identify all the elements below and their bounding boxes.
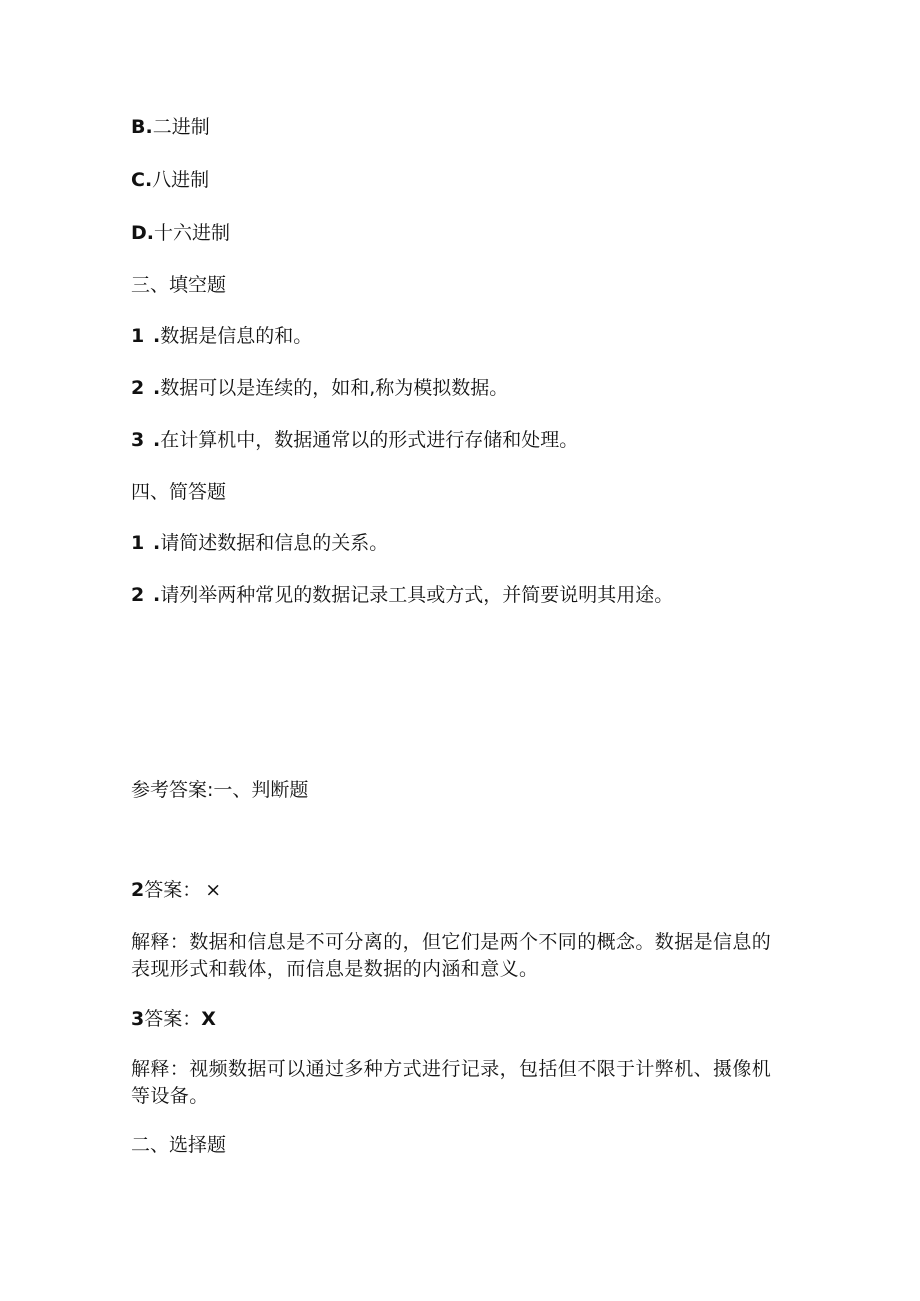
answer-label: 答案：	[144, 1008, 202, 1030]
item-text: 数据是信息的和。	[160, 325, 313, 347]
option-b	[131, 114, 210, 140]
answer-number: 3	[131, 1008, 145, 1030]
item-dot: .	[153, 532, 161, 554]
item-text: 请列举两种常见的数据记录工具或方式，并简要说明其用途。	[160, 584, 674, 606]
answer-value: ×	[205, 879, 222, 901]
option-c	[131, 167, 209, 193]
option-d-text: 十六进制	[154, 222, 231, 244]
fill-blank-heading: 三、填空题	[131, 274, 227, 296]
answer-3	[131, 1006, 216, 1032]
option-b-label: B.	[131, 116, 153, 138]
item-dot: .	[153, 325, 161, 347]
item-text: 在计算机中，数据通常以的形式进行存储和处理。	[160, 429, 579, 451]
item-number: 3	[131, 429, 145, 451]
option-c-text: 八进制	[152, 169, 210, 191]
option-c-label: C.	[131, 169, 153, 191]
option-d	[131, 220, 230, 246]
fill-blank-item-2	[131, 375, 508, 401]
short-answer-heading: 四、简答题	[131, 481, 227, 503]
item-dot: .	[153, 377, 161, 399]
answer-value: X	[201, 1008, 216, 1030]
item-dot: .	[153, 429, 161, 451]
item-text: 数据可以是连续的，如和,称为模拟数据。	[160, 377, 509, 399]
item-dot: .	[153, 584, 161, 606]
short-answer-item-2	[131, 582, 673, 608]
answers-heading: 参考答案:一、判断题	[131, 779, 309, 801]
answer-number: 2	[131, 879, 145, 901]
answer-3-explanation: 解释：视频数据可以通过多种方式进行记录，包括但不限于计弊机、摄像机等设备。	[131, 1058, 772, 1107]
item-number: 1	[131, 532, 145, 554]
fill-blank-item-3	[131, 427, 578, 453]
item-text: 请简述数据和信息的关系。	[160, 532, 389, 554]
answer-2-explanation: 解释：数据和信息是不可分离的，但它们是两个不同的概念。数据是信息的表现形式和载体，而信息是数据的内涵和意义。	[131, 931, 772, 980]
section-2-heading: 二、选择题	[131, 1134, 227, 1156]
short-answer-item-1	[131, 530, 388, 556]
fill-blank-item-1	[131, 323, 312, 349]
item-number: 2	[131, 377, 145, 399]
option-b-text: 二进制	[152, 116, 210, 138]
answer-label: 答案：	[144, 879, 202, 901]
item-number: 2	[131, 584, 145, 606]
option-d-label: D.	[131, 222, 154, 244]
answer-2	[131, 877, 221, 903]
item-number: 1	[131, 325, 145, 347]
